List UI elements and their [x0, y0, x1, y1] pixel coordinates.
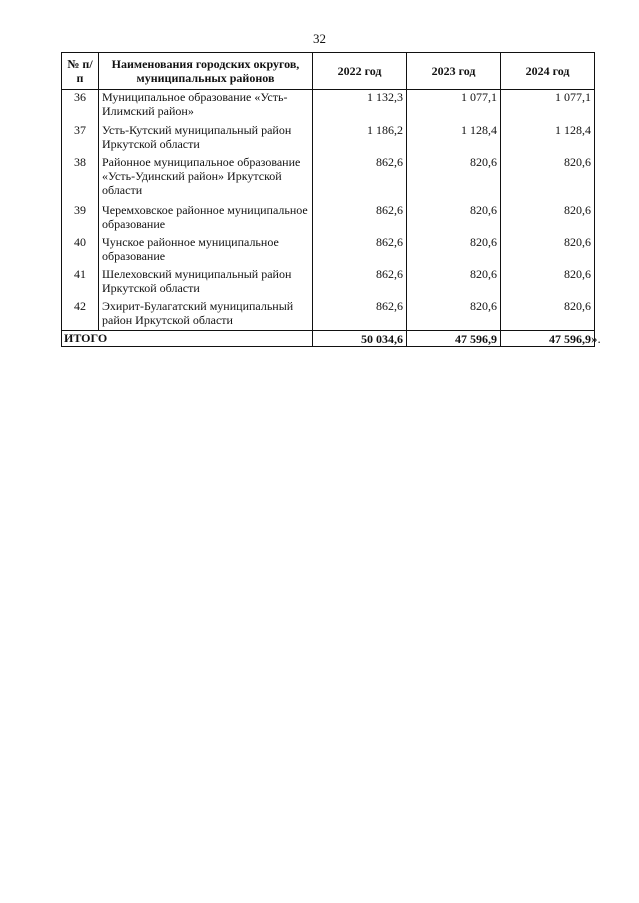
row-name: Эхирит-Булагатский муниципальный район Иркутской области	[99, 299, 313, 331]
row-number: 40	[62, 235, 99, 267]
total-2022: 50 034,6	[313, 331, 407, 347]
header-2022: 2022 год	[313, 53, 407, 90]
row-value-2022: 862,6	[313, 155, 407, 203]
budget-table	[61, 52, 595, 347]
row-number: 41	[62, 267, 99, 299]
row-value-2023: 820,6	[407, 267, 501, 299]
total-2024: 47 596,9	[501, 331, 595, 347]
row-number: 42	[62, 299, 99, 331]
header-2023: 2023 год	[407, 53, 501, 90]
row-name: Черемховское районное муниципальное образование	[99, 203, 313, 235]
row-value-2024: 820,6	[501, 267, 595, 299]
row-value-2022: 862,6	[313, 203, 407, 235]
row-name: Шелеховский муниципальный район Иркутской области	[99, 267, 313, 299]
row-value-2024: 1 077,1	[501, 90, 595, 123]
row-value-2024: 820,6	[501, 235, 595, 267]
row-value-2023: 820,6	[407, 203, 501, 235]
row-value-2023: 1 128,4	[407, 123, 501, 155]
page-number: 32	[313, 31, 326, 46]
row-value-2023: 820,6	[407, 299, 501, 331]
row-name: Районное муниципальное образование «Усть-Удинский район» Иркутской области	[99, 155, 313, 203]
row-value-2024: 820,6	[501, 155, 595, 203]
row-value-2024: 820,6	[501, 203, 595, 235]
row-value-2022: 862,6	[313, 299, 407, 331]
header-num: № п/п	[62, 53, 99, 90]
row-name: Чунское районное муниципальное образование	[99, 235, 313, 267]
row-value-2023: 820,6	[407, 235, 501, 267]
row-number: 36	[62, 90, 99, 123]
row-value-2022: 1 132,3	[313, 90, 407, 123]
row-value-2022: 1 186,2	[313, 123, 407, 155]
row-value-2022: 862,6	[313, 235, 407, 267]
table-row	[62, 267, 595, 299]
table-header	[62, 53, 595, 90]
table-row	[62, 203, 595, 235]
table-row	[62, 235, 595, 267]
row-value-2023: 1 077,1	[407, 90, 501, 123]
table-row	[62, 90, 595, 123]
closing-quote: ».	[591, 331, 601, 346]
total-2023: 47 596,9	[407, 331, 501, 347]
table-row	[62, 299, 595, 331]
table-body	[62, 90, 595, 331]
table-row	[62, 123, 595, 155]
row-number: 38	[62, 155, 99, 203]
header-name: Наименования городских округов, муниципальных районов	[99, 53, 313, 90]
row-number: 37	[62, 123, 99, 155]
row-value-2024: 820,6	[501, 299, 595, 331]
row-value-2024: 1 128,4	[501, 123, 595, 155]
total-label: ИТОГО	[62, 331, 313, 347]
row-name: Усть-Кутский муниципальный район Иркутской области	[99, 123, 313, 155]
header-2024: 2024 год	[501, 53, 595, 90]
row-number: 39	[62, 203, 99, 235]
row-value-2023: 820,6	[407, 155, 501, 203]
row-name: Муниципальное образование «Усть-Илимский район»	[99, 90, 313, 123]
total-row	[62, 331, 595, 347]
row-value-2022: 862,6	[313, 267, 407, 299]
table-row	[62, 155, 595, 203]
